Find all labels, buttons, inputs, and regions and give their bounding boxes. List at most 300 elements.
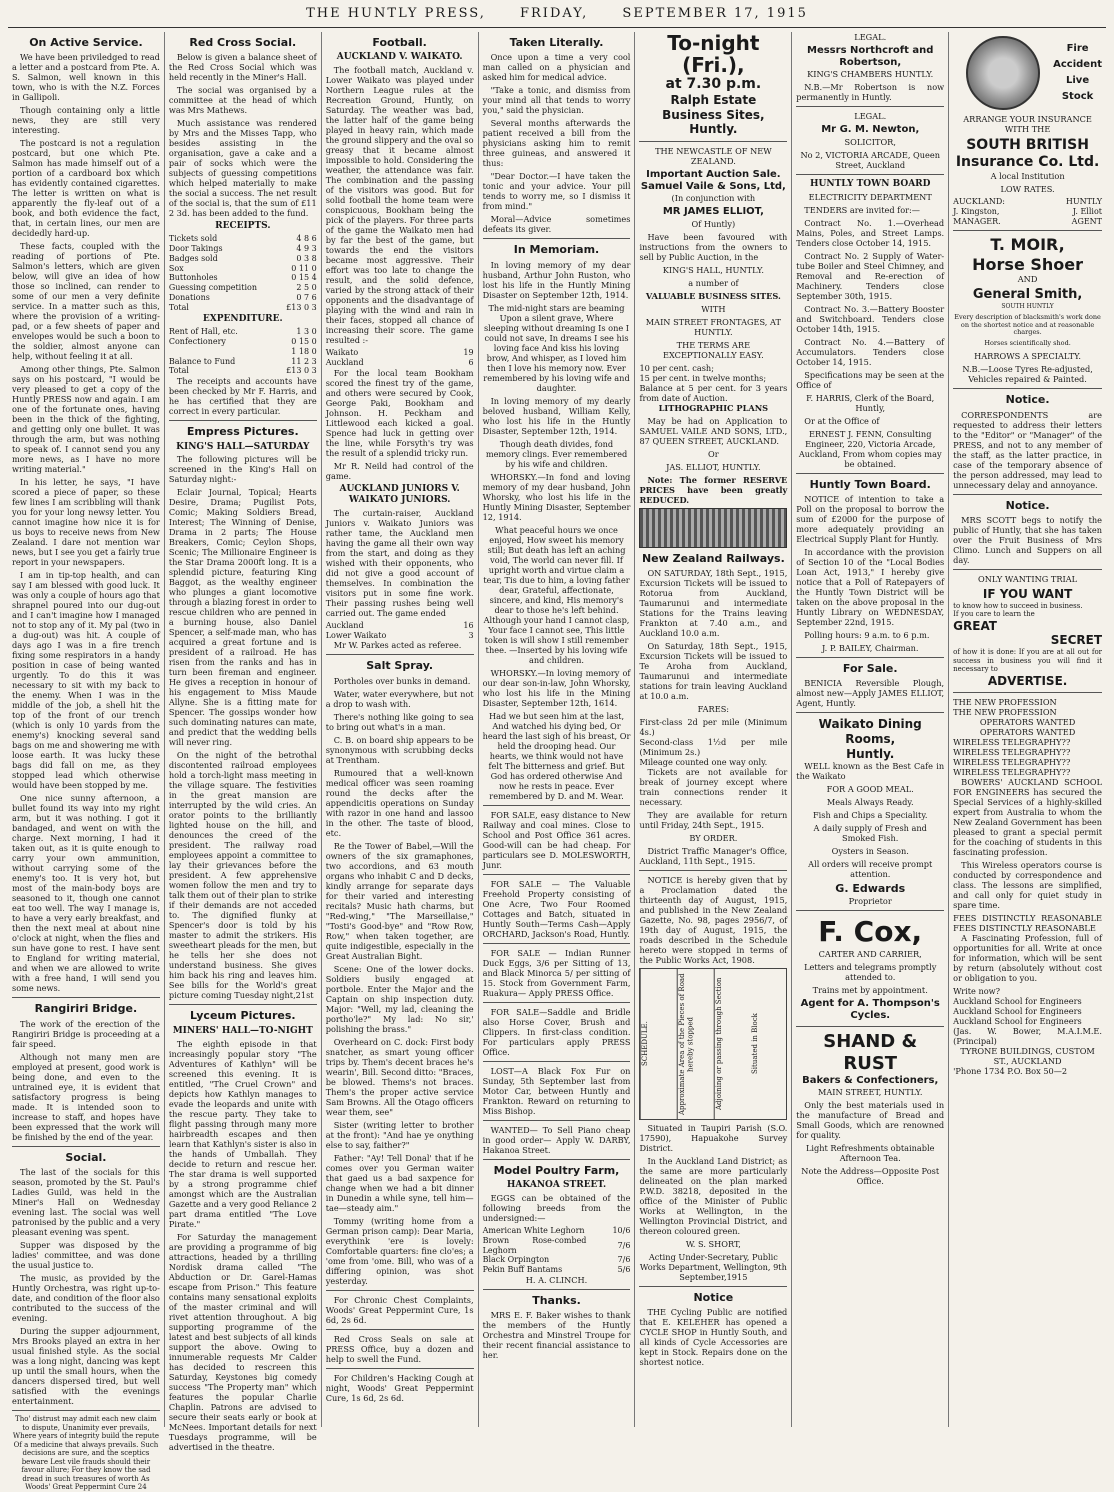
cell-value: 19 [463, 348, 474, 358]
ad-text: Red Cross Seals on sale at PRESS Office, buy a dozen and help to swell the Fund. [325, 1333, 474, 1364]
article-text: On Saturday, 18th Sept., 1915, Excursion Tickets will be issued to Te Aroha from Auckland, Taumarunui and intermediate stations for train leaving Auckland at 10.0 a.m. [639, 640, 788, 701]
article-text: Water, water everywhere, but not a drop to wash with. [325, 688, 474, 709]
article-text: THE Cycling Public are notified that E. KELEHER has opened a CYCLE SHOP in Huntly South, and all kinds of Cycle Accessories are kept in Stock. Repairs done on the shortest notice. [639, 1307, 788, 1368]
schedule-col: Approximate Area of the Pieces of Road hereby stopped [677, 969, 714, 1119]
subhead: AUCKLAND V. WAIKATO. [336, 52, 463, 63]
ad-advertise: ADVERTISE. [987, 673, 1068, 688]
article-text: One nice sunny afternoon, a bullet found its way into my right arm, but it was nothing. I got it bandaged, and went on with the charge. Next morning, I had it taken out, as it is quite enough to carry your own ammunition, without carrying some of the enemy's too. It is very hot, but most of the main-body boys are seasoned to it, though one cannot eat too well. The way I manage is, to have a very early breakfast, and then the next meal at about nine o'clock at night, when the flies and sun have gone to rest. I have sent to England for writing material, and when we are allowed to write with a free hand, I will send you some news. [12, 793, 160, 994]
divider [483, 1061, 631, 1062]
divider [483, 1289, 631, 1290]
article-text: MRS E. F. Baker wishes to thank the members of the Huntly Orchestra and Minstrel Troupe for their recent financial assistance to her. [482, 1310, 631, 1361]
article-text: A Fascinating Profession, full of opportunities for all. Write at once for information, which will be sent by return (absolutely without cost or obligation to you. [953, 933, 1103, 984]
article-text: NOTICE is hereby given that by a Proclamation dated the thirteenth day of August, 1915, and published in the New Zealand Gazette, No. 98, pages 2956/7, of 19th day of August, 1915, the roads described in the Schedule hereto were stopped in terms of the Public Works Act, 1908. [639, 874, 788, 965]
divider [169, 420, 317, 421]
divider [483, 943, 631, 944]
cell-label: Rent of Hall, etc. [168, 327, 238, 337]
ad-text: of how it is done: If you are at all out for success in business you will find it necessary to [953, 648, 1103, 674]
article-text: The eighth episode in that increasingly popular story "The Adventures of Kathlyn" will be screened this evening. It is entitled, "The Cruel Crown" and depicts how Kathlyn manages to evade the leopards and unite with the rescue party. They take to flight passing through many more hairbreadth escapes and then learn that Kathlyn's sister is also in the hands of Umballah. They decide to return and rescue her. The star drama is well supported by a strong programme chief amongst which are the Australian Gazette and a very good Reliance 2 part drama entitled "The Love Pirate." [168, 1038, 317, 1229]
table-row [169, 244, 317, 254]
ad-firm: Messrs Northcroft and Robertson, [807, 45, 934, 69]
article-text: "Dear Doctor.—I have taken the tonic and your advice. Your pill tends to worry me, so I dismiss it from mind." [482, 171, 631, 212]
article-text: "Take a tonic, and dismiss from your mind all that tends to worry you," said the physician. [482, 85, 631, 116]
ad-text: (Jas. W. Bower, M.A.I.M.E. (Principal) [953, 1026, 1103, 1047]
ad-text: 15 per cent. in twelve months; [639, 372, 767, 383]
article-text: Moral—Advice sometimes defeats its giver. [482, 214, 631, 235]
headline-town-board: Huntly Town Board. [809, 477, 931, 491]
cell-label: Lower Waikato [325, 630, 387, 640]
cell-value: 0 15 4 [291, 273, 317, 283]
ad-text: HUNTLY [1065, 197, 1103, 207]
ad-text: KING'S CHAMBERS HUNTLY. [807, 69, 934, 80]
cell-label: Tickets sold [168, 234, 218, 244]
ad-text: Horses scientifically shod. [984, 339, 1071, 348]
schedule-col: SCHEDULE. [640, 969, 677, 1119]
ad-text: JAS. ELLIOT, HUNTLY. [666, 461, 761, 472]
article-text: EGGS can be obtained of the following breeds from the undersigned:— [482, 1193, 631, 1224]
ad-text: ERNEST J. FENN, Consulting Engineer, 220, Victoria Arcade, Auckland, From whom copies may be obtained. [798, 428, 942, 469]
masthead [8, 6, 1106, 28]
ad-cox: F. Cox, [818, 914, 923, 948]
article-text: The football match, Auckland v. Lower Waikato was played under Northern League rules at the Recreation Ground, Huntly, on Saturday. The weather was bad, the latter half of the game being played in heavy rain, which made the ground slippery and the oval so greasy that it became almost impossible to hold. Considering the weather, the attendance was fair. The combination and the passing of the visitors was good. But for solid football the home team were conspicuous, Bookham being the pick of the players. For three parts of the game the Waikato men had by far the best of the game, but towards the end the visitors became most aggressive. Their effort was too late to change the result, and the solid defence, varied by the strong attack of their opponents and the disadvantage of playing with the wind and rain in their faces, stopped all chance of increasing their score. The game resulted :- [325, 65, 474, 346]
ad-text: ARRANGE YOUR INSURANCE WITH THE [963, 114, 1092, 134]
score-table-1 [326, 348, 474, 368]
article-text: For the local team Bookham scored the finest try of the game, and others were secured by Cook, George Paki, Bookham and Johnson. H. Peckham and Littlewood each kicked a goal. Spence had luck in getting over the line, while Forsyth's try was the result of a splendid tricky run. [325, 367, 474, 458]
ad-text: N.B.—Loose Tyres Re-adjusted, Vehicles repaired & Painted. [962, 364, 1093, 385]
ad-text: Auckland School for Engineers [953, 996, 1082, 1007]
ad-text: MAIN STREET FRONTAGES, AT HUNTLY. [645, 316, 781, 337]
ad-text: Balance at 5 per cent. for 3 years from date of Auction. [639, 382, 788, 403]
insurance-header [953, 32, 1102, 114]
accident-label: Accident [1053, 59, 1102, 70]
ad-newton: Mr G. M. Newton, [821, 124, 920, 136]
ad-text: FOR A GOOD MEAL. [826, 784, 914, 795]
ad-text: Meals Always Ready. [826, 797, 914, 808]
ad-text: to know how to succeed in business. [953, 601, 1083, 610]
ad-text: THE NEWCASTLE OF NEW ZEALAND. [655, 145, 772, 166]
table-row [169, 357, 317, 367]
divider [326, 1329, 474, 1330]
headline-social: Social. [65, 1150, 107, 1164]
table-row [483, 1236, 631, 1256]
table-row [169, 366, 317, 376]
ad-text: THE TERMS ARE EXCEPTIONALLY EASY. [663, 339, 764, 360]
ad-edwards: G. Edwards [835, 882, 906, 896]
headline-red-cross: Red Cross Social. [189, 36, 297, 49]
cell-value: 3 [468, 630, 474, 640]
ad-text: HARROWS A SPECIALTY. [974, 351, 1082, 362]
classified-ad: FOR SALE—Saddle and Bridle also Horse Cover, Brush and Clippers. In first-class condition. For particulars apply PRESS Office. [482, 1006, 631, 1057]
table-row [483, 1226, 631, 1236]
ad-text: WELL known as the Best Cafe in the Waikato [796, 761, 945, 782]
ad-text: A local Institution [990, 171, 1065, 182]
article-text: On the night of the betrothal discontented railroad employees hold a torch-light mass meeting in the village square. The festivities in the great mansion are interrupted by the wild cries. An orator points to the brilliantly lighted house on the hill, and denounces the creed of the president. The railway road employees appoint a committee to lay their grievances before the president. A few apprehensive women follow the men and try to talk them out of their plan to strike if their demands are not acceded to. The dignified flunky at Spencer's door is told by his master to admit the strikers. His sweetheart pleads for the men, but he tells her she does not understand business. She gives him back his ring and leaves him. See bills for the World's great picture coming Tuesday night,21st [168, 750, 317, 1001]
columns [8, 31, 1106, 1492]
ad-text: Contract No. 4.—Battery of Accumulators. Tenders close October 14, 1915. [796, 336, 945, 367]
ad-text: WIRELESS TELEGRAPHY?? [953, 737, 1071, 748]
ad-text: MAIN STREET, HUNTLY. [817, 1087, 923, 1098]
article-text: The following pictures will be screened in the King's Hall on Saturday night:- [168, 454, 317, 485]
ad-text: OPERATORS WANTED [979, 727, 1076, 738]
cell-label: Door Takings [168, 244, 223, 254]
article-text: CORRESPONDENTS are requested to address their letters to the "Editor" or "Manager" of the PRESS, and not to any member of the staff, as the latter practice, in case of the temporary absence of the person addressed, may lead to unnecessary delay and annoyance. [953, 409, 1103, 490]
ad-text: MANAGER. [953, 216, 1001, 226]
ad-text: FEES DISTINCTLY REASONABLE FEES DISTINCTLY REASONABLE [953, 913, 1103, 934]
article-text: The curtain-raiser, Auckland Juniors v. Waikato Juniors was rather tame, the Auckland men having the game all their own way from the start, and doing as they wished with their opponents, who did not give a good account of themselves. In combination the visitors put in some fine work. Their passing rushes being well carried out. The game ended [325, 507, 474, 618]
cell-value: 0 3 8 [296, 253, 317, 263]
table-row [169, 273, 317, 283]
ad-text: Have been favoured with instructions from the owners to sell by Public Auction, in the [639, 231, 788, 262]
table-row [169, 264, 317, 274]
column-4 [479, 32, 636, 1427]
headline-taken-literally: Taken Literally. [509, 36, 604, 49]
masthead-paper: THE HUNTLY PRESS, [306, 6, 486, 21]
ad-text: BY ORDER. [689, 832, 738, 843]
ad-agent: Agent for A. Thompson's Cycles. [800, 997, 940, 1021]
cell-value: 1 3 0 [296, 327, 317, 337]
article-text: Mr R. Neild had control of the game. [325, 460, 474, 481]
divider [483, 874, 631, 875]
poem-ad: Tho' distrust may admit each new claim to dispute, Unanimity ever prevails, Where years of integrity build the repute Of a medicine that always prevails. Such decisions are sure, and the sceptics beware Lest vile frauds should their favour allure; For they know the sad dread in such treasures of worth As Woods' Great Peppermint Cure 24 [12, 1415, 159, 1492]
article-text: The last of the socials for this season, promoted by the St. Paul's Ladies Guild, was held in the Miner's Hall on Wednesday evening last. The social was well patronised by the public and a very pleasant evening was spent. [12, 1167, 160, 1238]
ad-south-british: SOUTH BRITISH [966, 137, 1089, 153]
cell-value: 0 11 0 [291, 263, 317, 273]
article-text: During the supper adjournment, Mrs Brooks played an extra in her usual finished style. As the social was a long night, dancing was kept up until the small hours, when the dancers dispersed tired, but well satisfied with the evenings entertainment. [12, 1326, 160, 1407]
ad-text: TENDERS are invited for:— [804, 204, 920, 215]
cell-value: 7/6 [617, 1240, 631, 1250]
divider [639, 870, 787, 871]
divider [796, 657, 944, 658]
live-label: Live [1066, 75, 1090, 86]
table-row [169, 293, 317, 303]
cell-label: Pekin Buff Bantams [482, 1265, 563, 1275]
ad-elliot: MR JAMES ELLIOT, [662, 206, 764, 218]
divider [326, 1290, 474, 1291]
divider [12, 1146, 160, 1147]
article-text: Father: "Ay! Tell Donal' that if he comes over you German waiter that gaed us a bad saxpence for change when we had a bit dinner in Dunedin a while syne, tell him—tae—steady aim." [325, 1152, 474, 1213]
insurance-seal-icon [966, 36, 1040, 110]
article-text: In the Auckland Land District; as the same are more particularly delineated on the plan marked P.W.D. 38218, deposited in the office of the Minister of Public Works at Wellington, in the Wellington Provincial District, and thereon coloured green. [639, 1155, 788, 1236]
classified-ad: WANTED— To Sell Piano cheap in good order— Apply W. DARBY, Hakanoa Street. [482, 1124, 631, 1155]
fire-label: Fire [1066, 43, 1089, 54]
cell-value: £13 0 3 [286, 366, 317, 376]
article-text: Polling hours: 9 a.m. to 6 p.m. [804, 629, 930, 640]
ad-text: A daily supply of Fresh and Smoked Fish. [813, 823, 927, 844]
headline-rangiriri: Rangiriri Bridge. [34, 1002, 138, 1016]
ad-text: First-class 2d per mile (Minimum 4s.) [639, 716, 788, 737]
divider [483, 805, 631, 806]
divider [639, 141, 787, 142]
ad-text: Auckland School for Engineers [953, 1006, 1082, 1017]
ad-dining: Waikato Dining Rooms, [818, 717, 922, 746]
column-2 [165, 32, 322, 1452]
signature: W. S. SHORT, [685, 1238, 741, 1249]
article-text: The postcard is not a regulation postcard, but one which Pte. Salmon has made himself out of a portion of a cardboard box which has evidently contained cigarettes. The letter is written on what is apparently the fly-leaf out of a book, and both evidence the fact, that, in certain lines, our men are decidedly hard-up. [12, 138, 160, 239]
ad-text: May be had on Application to SAMUEL VAILE AND SONS, LTD., 87 QUEEN STREET, AUCKLAND. [639, 415, 788, 446]
ad-firm: Samuel Vaile & Sons, Ltd, [640, 181, 786, 193]
ad-text: 10 per cent. cash; [639, 362, 714, 373]
cell-label: Waikato [325, 348, 359, 358]
article-text: Situated in Taupiri Parish (S.O. 17590), Hapuakohe Survey District. [639, 1122, 788, 1153]
ad-insurance: Insurance Co. Ltd. [955, 154, 1100, 171]
column-5 [635, 32, 792, 1427]
cell-label: Brown Rose-combed Leghorn [482, 1235, 587, 1255]
column-7 [949, 32, 1106, 1427]
article-text: We have been priviledged to read a letter and a postcard from Pte. A. S. Salmon, well known in this town, who is with the N.Z. Forces in Gallipoli. [12, 52, 160, 103]
divider [953, 494, 1102, 495]
ad-text: LITHOGRAPHIC PLANS [658, 402, 769, 413]
verse: The mid-night stars are beaming Upon a silent grave, Where sleeping without dreaming Is one I could not save, In dreams I see his loving face And kiss his loving brow, And whisper, as I loved him then I love his memory now. Ever remembered by his loving wife and daughter. [483, 302, 630, 393]
verse: Though death divides, fond memory clings. Ever remembered by his wife and children. [485, 438, 628, 469]
article-text: Eclair Journal, Topical; Hearts Desire, Drama; Pugilist Pots, Comic; Making Soldiers Bread, Interest; The Winning of Denise, Drama in 2 parts; The House Breakers, Comic; Ceylon Shops, Scenic; The Millionaire Engineer is the Star Drama 2000ft long. It is a splendid picture, featuring King Baggot, as the wealthy engineer who plunges a giant locomotive through a blazing forest in order to rescue children who are penned in a burning house, also Daniel Spencer, a self-made man, who has acquired a great fortune and is president of a railroad. He has risen from the ranks and has in turn been fireman and engineer. He gives a reception in honour of his engagement to Miss Maude Allyne. She is a fitting mate for Spencer. The gossips wonder how such dominating natures can mate, and predict that the wedding bells will never ring. [168, 487, 317, 748]
article-text: BOWERS' AUCKLAND SCHOOL FOR ENGINEERS has secured the Special Services of a highly-skilled expert from Australia to whom the New Zealand Government has been pleased to grant a special permit for the coaching of students in this fascinating profession. [953, 777, 1103, 858]
article-text: Below is given a balance sheet of the Red Cross Social which was held recently in the Miner's Hall. [168, 52, 317, 83]
signature: H. A. CLINCH. [525, 1274, 588, 1285]
article-text: In loving memory of my dearly beloved husband, William Kelly, who lost his life in the Huntly Disaster, September 12th, 1914. [482, 395, 631, 436]
ad-text: Tickets are not available for break of journey except where train connections render it necessary. [639, 766, 788, 807]
subhead: KING'S HALL—SATURDAY [176, 441, 310, 452]
headline-lyceum: Lyceum Pictures. [189, 1009, 296, 1023]
subhead: AUCKLAND JUNIORS V. WAIKATO JUNIORS. [339, 483, 460, 505]
headline-empress: Empress Pictures. [186, 425, 299, 439]
table-row [169, 283, 317, 293]
headline-for-sale: For Sale. [842, 661, 898, 675]
cell-label: Total [168, 302, 189, 312]
article-text: Portholes over bunks in demand. [333, 675, 471, 686]
divider [953, 692, 1102, 693]
divider [796, 174, 944, 175]
ad-auction: Important Auction Sale. [646, 168, 781, 180]
divider [796, 106, 944, 107]
ad-text: Contract No. 3.—Battery Booster and Switchboard. Tenders close October 14th, 1915. [796, 303, 945, 334]
article-text: MRS SCOTT begs to notify the public of Huntly, that she has taken over the Fruit Business of Mrs Climo. Lunch and Suppers on all day. [953, 515, 1103, 566]
table-row [483, 1255, 631, 1265]
ad-text: J. Kingston, [953, 206, 1000, 216]
ad-text: Trains met by appointment. [812, 984, 928, 995]
cell-value: 0 7 6 [296, 292, 317, 302]
ad-text: THE NEW PROFESSION [953, 697, 1057, 708]
stock-label: Stock [1061, 91, 1094, 102]
cell-label: Sox [168, 263, 184, 273]
ad-text: OPERATORS WANTED [979, 717, 1076, 728]
insurance-types [1053, 41, 1102, 105]
ad-bakers: Bakers & Confectioners, [802, 1075, 939, 1087]
ad-text: All orders will receive prompt attention. [808, 859, 933, 880]
article-text: Rumoured that a well-known medical officer was seen roaming round the decks after the appendicitis operations on Sunday with razor in one hand and lassoo in the other. The taste of blood, etc. [325, 767, 474, 838]
table-row [326, 621, 474, 631]
cell-label: American White Leghorn [482, 1226, 585, 1236]
ad-text: District Traffic Manager's Office, Auckland, 11th Sept., 1915. [639, 845, 788, 866]
ad-text: F. HARRIS, Clerk of the Board, Huntly, [806, 392, 935, 413]
schedule-col: Situated in Block [750, 1013, 759, 1075]
divider [326, 1368, 474, 1369]
ad-text: Write now? [953, 986, 1001, 997]
schedule-col: Adjoining or passing through Section [714, 969, 751, 1119]
column-6 [792, 32, 949, 1427]
ad-text: a number of [688, 277, 739, 288]
ad-secret: SECRET [1050, 633, 1103, 648]
ad-text: They are available for return until Friday, 24th Sept., 1915. [639, 809, 788, 830]
ad-text: AGENT [1071, 216, 1103, 226]
article-text: Among other things, Pte. Salmon says on his postcard, "I would be very pleased to get a copy of the Huntly PRESS now and again. I am one of the fortunate ones, having been in the thick of the fighting, and getting only one bullet. It was through the arm, but was nothing to speak of. I cannot send you any more news, as I have no more writing material." [12, 364, 160, 475]
article-text: In his letter, he says, "I have scored a piece of paper, so these few lines I am scribbling will thank you for your long newsy letter. You cannot imagine how nice it is for us boys to receive news from New Zealand. I dare not mention war news, but I see you get a fairly true report in your newspapers. [12, 477, 160, 568]
cell-value: 2 5 0 [296, 283, 317, 293]
ad-text: 'Phone 1734 P.O. Box 50—2 [953, 1066, 1068, 1077]
headline-notice: Notice. [1005, 498, 1050, 512]
article-text: Re the Tower of Babel,—Will the owners of the six gramaphones, two accordions, and 63 mouth organs who inhabit C and D decks, kindly arrange for separate days for their varied and interesting recitals? Music hath charms, but "Red-wing," "The Marseillaise," "Tosti's Good-bye" and "Row Row, Row," when taken together, are quite indigestible, especially in the Great Australian Bight. [325, 840, 474, 961]
headline-football: Football. [372, 36, 427, 49]
article-text: BENICIA Reversible Plough, almost new—Apply JAMES ELLIOT, Agent, Huntly. [796, 678, 945, 709]
ad-text: For Chronic Chest Complaints, Woods' Great Peppermint Cure, 1s 6d, 2s 6d. [325, 1294, 474, 1325]
article-text: There's nothing like going to sea to bring out what's in a man. [325, 711, 474, 732]
headline-railways: New Zealand Railways. [641, 551, 785, 565]
receipts-table [169, 234, 317, 312]
divider [12, 997, 160, 998]
ad-if-you-want: IF YOU WANT [982, 587, 1073, 602]
masthead-date: SEPTEMBER 17, 1915 [622, 6, 808, 21]
ad-great: GREAT [953, 618, 997, 633]
verse: What peaceful hours we once enjoyed, How sweet his memory still; But death has left an aching void, The world can never fill. If upright worth and virtue claim a tear, Tis due to him, a loving father dear, Grateful, affectionate, sincere, and kind, His memory's dear to those he's left behind. Although your hand I cannot clasp, Your face I cannot see, This little token is will show I still remember thee. —Inserted by his loving wife and children. [483, 524, 630, 665]
article-text: Sister (writing letter to brother at the front): "And hae ye onything else to say, faither?" [325, 1119, 474, 1150]
ad-text: VALUABLE BUSINESS SITES. [645, 290, 781, 301]
table-row [326, 631, 474, 641]
article-text: These facts, coupled with the reading of portions of Pte. Salmon's letters, which are given below, will give an idea of how those so inclined, can render to some of our men a very definite service. In a matter such as this, where the provision of a writing-pad, or a few sheets of paper and envelopes would be such a boon to the soldier, almost anyone can help, without feeling it at all. [12, 241, 160, 362]
expenditure-table [169, 327, 317, 376]
ad-text: AND [1017, 274, 1038, 285]
ad-text: Letters and telegrams promptly attended to. [804, 961, 937, 982]
table-row [169, 303, 317, 313]
table-row [169, 337, 317, 347]
ad-text: Mileage counted one way only. [639, 756, 768, 767]
article-text: Tommy (writing home from a German prison camp): Dear Maria, everythink 'ere is lovely: Comfortable quarters: fine clo'es; a 'ome from 'ome. Bill, who was of a differing opinion, was shot yesterday. [325, 1215, 474, 1286]
ad-text: Note the Address—Opposite Post Office. [801, 1166, 940, 1187]
classified-ad: LOST—A Black Fox Fur on Sunday, 5th September last from Motor Car, between Huntly and Frankton. Reward on returning to Miss Bishop. [482, 1065, 631, 1116]
cell-value: 16 [463, 620, 474, 630]
ad-text: TYRONE BUILDINGS, CUSTOM ST., AUCKLAND [960, 1046, 1095, 1067]
ad-text: LEGAL. [854, 111, 887, 122]
cell-label: Auckland [325, 358, 364, 368]
cell-label: Balance to Fund [168, 356, 236, 366]
cell-label: Buttonholes [168, 273, 218, 283]
ad-shand: SHAND & RUST [823, 1031, 918, 1075]
expenditure-heading: EXPENDITURE. [202, 314, 283, 325]
article-text: Once upon a time a very cool man called on a physician and asked him for medical advice. [482, 52, 631, 83]
cell-value: 6 [468, 358, 474, 368]
ad-text: SOUTH HUNTLY [1001, 303, 1054, 311]
ad-text: ELECTRICITY DEPARTMENT [808, 191, 932, 202]
article-text: In accordance with the provision of Section 10 of the "Local Bodies Loan Act, 1913," I hereby give notice that a Poll of Ratepayers of the Huntly Town District will be taken on the above proposal in the Huntly Library on WEDNESDAY, September 22nd, 1915. [796, 546, 945, 627]
ad-horse-shoer: Horse Shoer [972, 254, 1084, 274]
ad-text: SOLICITOR, [844, 136, 896, 147]
table-row [169, 254, 317, 264]
article-text: The social was organised by a committee at the head of which was Mrs Mathews. [168, 85, 317, 116]
agents-row [953, 197, 1102, 207]
article-text: The receipts and accounts have been checked by Mr F. Harris, and he has certified that they are correct in every particular. [168, 376, 317, 417]
article-text: Supper was disposed by the ladies' committee, and was done the usual justice to. [12, 1240, 160, 1271]
eggs-table [483, 1226, 631, 1275]
article-text: WHORSKY.—In fond and loving memory of my dear husband, John Whorsky, who lost his life in the Huntly Mining Disaster, September 12, 1914. [482, 471, 631, 522]
headline-thanks: Thanks. [532, 1293, 581, 1307]
table-row [169, 327, 317, 337]
ad-text: Second-class 1½d per mile (Minimum 2s.) [639, 736, 788, 757]
article-text: Although not many men are employed at present, good work is being done, and even to the untrained eye, it is evident that satisfactory progress is being made. It is intended soon to increase to staff, and hopes have been expressed that the work will be finished by the end of the year. [12, 1051, 160, 1142]
ad-text: No 2, VICTORIA ARCADE, Queen Street, Auckland [800, 149, 940, 170]
article-text: WHORSKY.—In loving memory of our dear son-in-law, John Whorsky, who lost his life in the Mining Disaster, September 12th, 1614. [482, 667, 631, 708]
classified-ad: FOR SALE — Indian Runner Duck Eggs, 3/6 per Sitting of 13, and Black Minorca 5/ per sitting of 15. Stock from Government Farm, Ruakura— Apply PRESS Office. [482, 947, 631, 998]
cell-label: Total [168, 366, 189, 376]
ad-text: Oysters in Season. [831, 846, 909, 857]
cell-value: 10/6 [612, 1226, 631, 1236]
ad-text: THE NEW PROFESSION [953, 707, 1057, 718]
column-3 [322, 32, 479, 1427]
classified-ad: FOR SALE — The Valuable Freehold Property consisting of One Acre, Two Four Roomed Cottages and Batch, situated in Huntly South—Terms Cash—Apply ORCHARD, Jackson's Road, Huntly. [482, 878, 631, 939]
article-text: I am in tip-top health, and can say I am blessed with good luck. It was only a couple of hours ago that shrapnel poured into our dug-out and I can't imagine how I managed not to stop any of it. My pal (two in a dug-out) was hit. A couple of days ago I was in a fire trench fixing some respirators in a handy position in case of being wanted urgently. To do this it was necessary to sit with my back to the enemy. When I was in the middle of the job, a shell hit the top of the front of our trench (which is only 10 yards from the enemy's) knocking several sand bags on me and showering me with loose earth. It was lucky these bags did fall on me, as they stopped lead which otherwise would have been stopped by me. [12, 570, 160, 791]
ad-text: N.B.—Mr Robertson is now permanently in Huntly. [796, 82, 945, 103]
cell-value: £13 0 3 [286, 302, 317, 312]
divider [953, 230, 1102, 231]
ad-text: Or at the Office of [804, 415, 880, 426]
article-text: For Saturday the management are providing a programme of big attractions, headed by a thrilling Nordisk drama called "The Abduction or Dr. Garel-Hamas escape from Prison." This feature contains many sensational exploits of the master criminal and will rivet attention throughout. A big supporting programme of the latest and best subjects of all kinds support the above. Owing to innumerable requests Mr Calder has decided to rescreen this Saturday, Keystones big comedy success "The Property man" which features the popular Charlie Chaplin. Patrons are advised to secure their seats early or book at McNees. Important details for next Tuesdays programme, will be advertised in the theatre. [168, 1231, 317, 1452]
score-table-2 [326, 621, 474, 641]
ad-text: Specifications may be seen at the Office of [796, 369, 945, 390]
ad-moir: T. MOIR, [990, 235, 1065, 255]
cell-value: 5/6 [617, 1265, 631, 1275]
subhead: MINERS' HALL—TO-NIGHT [172, 1025, 313, 1036]
ad-text: For Children's Hacking Cough at night, Woods' Great Peppermint Cure, 1s 6d, 2s 6d. [325, 1372, 474, 1403]
ad-text: Every description of blacksmith's work done on the shortest notice and at reasonable charges. [954, 312, 1101, 337]
divider [483, 1002, 631, 1003]
ad-text: If you care to learn the [953, 610, 1035, 619]
ad-text: Only the best materials used in the manufacture of Bread and Small Goods, which are renowned for quality. [796, 1100, 945, 1141]
cell-label: Guessing competition [168, 283, 257, 293]
divider [953, 569, 1102, 570]
cell-value: 4 8 6 [296, 234, 317, 244]
ad-text: Acting Under-Secretary, Public Works Department, Wellington, 9th September,1915 [639, 1251, 787, 1282]
ad-text: Note: The former RESERVE PRICES have been greatly REDUCED. [639, 474, 788, 505]
cell-value: 7/6 [617, 1255, 631, 1265]
ad-tonight: To-night (Fri.), [667, 31, 760, 77]
ad-sites: Ralph Estate Business Sites, Huntly. [662, 93, 765, 137]
ad-huntly: Huntly. [846, 746, 895, 761]
table-row [169, 347, 317, 357]
cell-label [169, 347, 273, 357]
subhead: HAKANOA STREET. [506, 1180, 607, 1191]
schedule-table [639, 968, 787, 1120]
article-text: Several months afterwards the patient received a bill from the physicians asking him to remit three guineas, and answered it thus: [482, 118, 631, 169]
divider [483, 1159, 631, 1160]
ad-text: Fish and Chips a Speciality. [812, 810, 928, 821]
ad-text: AUCKLAND: [953, 197, 1005, 207]
article-text: Overheard on C. dock: First body snatcher, as smart young officer trips by. Them's decent braces he's wearin', Bill. Second ditto: "Braces, be blowed. Thems's not braces. Them's the proper active service Sam Browns. All the Otago officers wear them, see" [325, 1036, 474, 1117]
cell-label: Black Orpington [482, 1255, 550, 1265]
agents-row [953, 207, 1102, 217]
ad-text: KING'S HALL, HUNTLY. [662, 264, 764, 275]
ad-text: Auckland School for Engineers [953, 1016, 1082, 1027]
article-text: The music, as provided by the Huntly Orchestra, was right up-to-date, and condition of the floor also contributed to the success of the evening. [12, 1273, 160, 1324]
divider [796, 473, 944, 474]
divider [483, 238, 631, 239]
ad-text: LOW RATES. [1000, 184, 1055, 195]
article-text: Though containing only a little news, they are still very interesting. [12, 105, 160, 136]
divider [169, 1004, 317, 1005]
table-row [169, 234, 317, 244]
masthead-day: FRIDAY, [520, 6, 589, 21]
train-illustration-icon [639, 508, 787, 548]
ad-text: Contract No. 2 Supply of Water-tube Boiler and Steel Chimney, and Removal and Re-erection of Machinery. Tenders close September 30th, 1915. [796, 250, 945, 301]
ad-smith: General Smith, [972, 287, 1083, 303]
headline-poultry: Model Poultry Farm, [493, 1163, 620, 1177]
divider [639, 1286, 787, 1287]
divider [326, 654, 474, 655]
